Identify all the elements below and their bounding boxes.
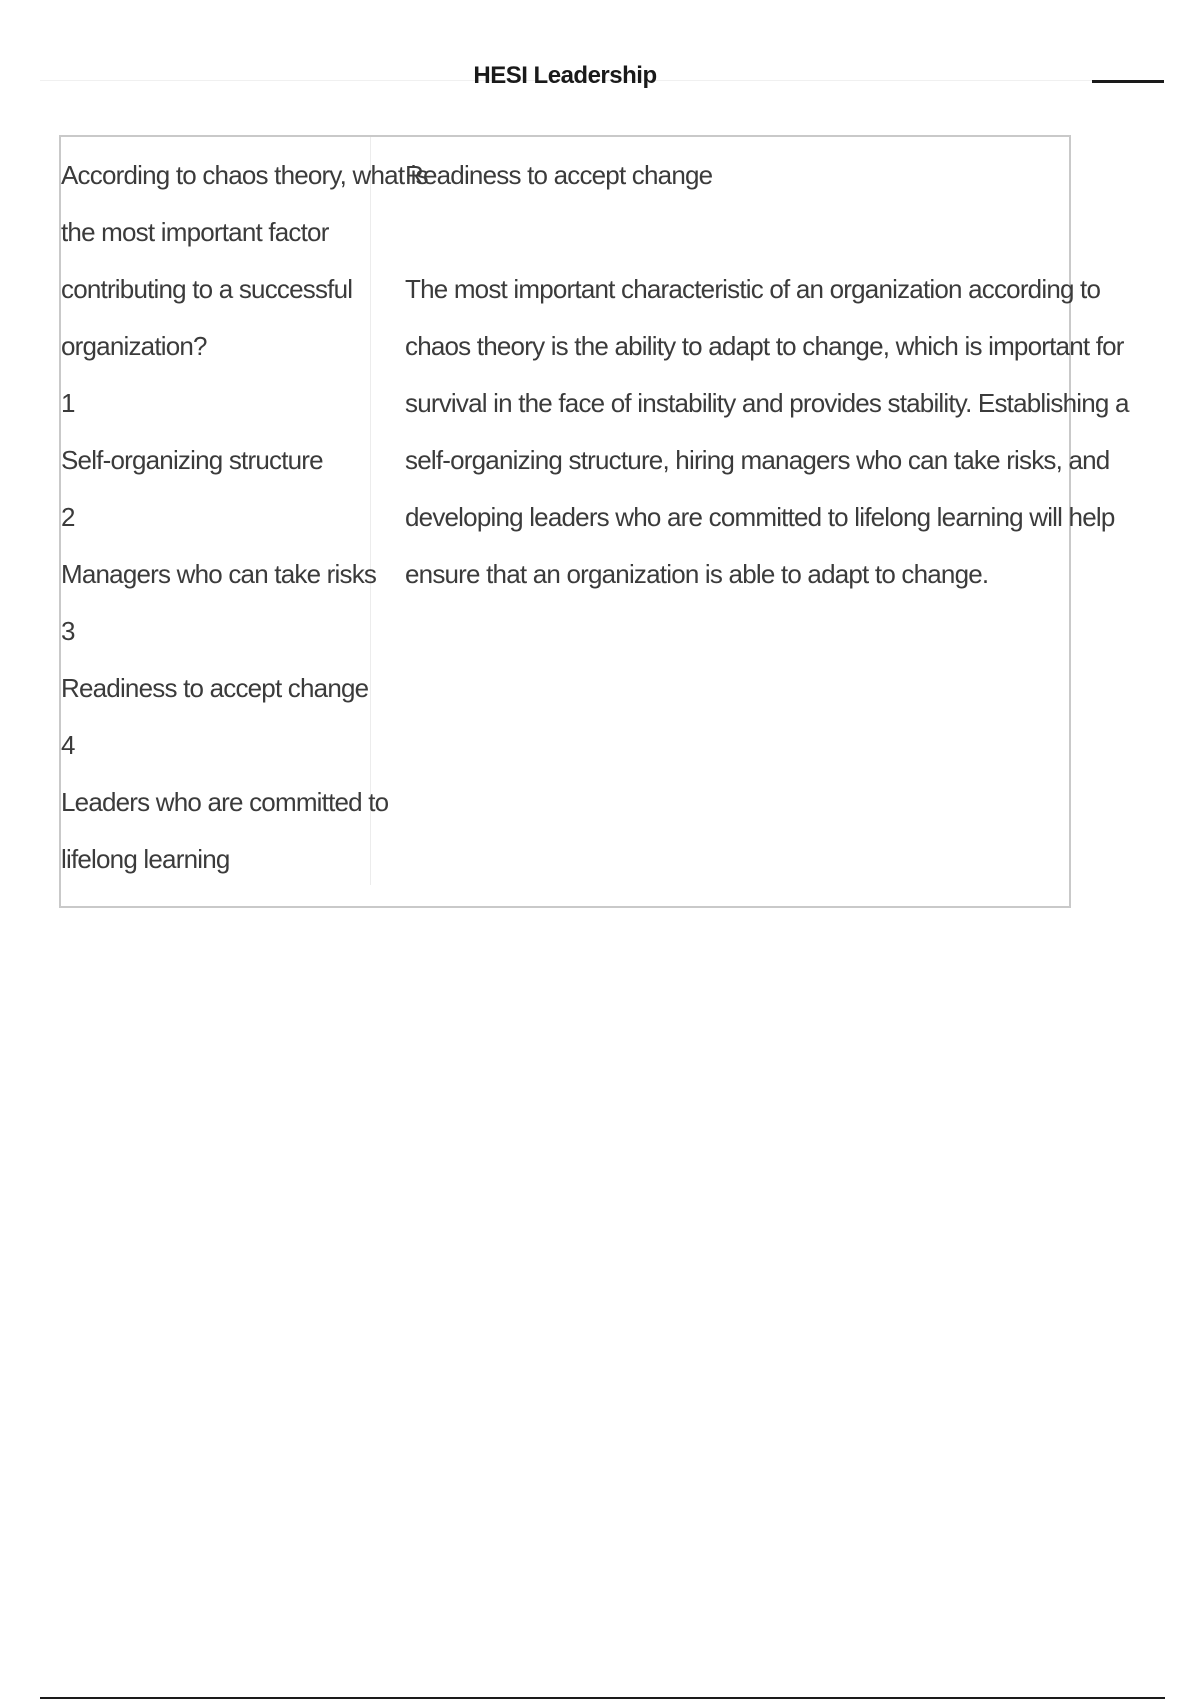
term-line: contributing to a successful [61, 274, 353, 304]
explanation-line: chaos theory is the ability to adapt to change, which is important for [405, 331, 1124, 361]
option-number: 3 [61, 616, 75, 646]
footer-rule [40, 1697, 1165, 1699]
header-accent-rule [1092, 80, 1164, 83]
option-number: 1 [61, 388, 75, 418]
explanation-line: ensure that an organization is able to adapt to change. [405, 559, 989, 589]
option-text: Self-organizing structure [61, 445, 323, 475]
definition-cell [371, 137, 1153, 906]
option-text: lifelong learning [61, 844, 230, 874]
option-text: Managers who can take risks [61, 559, 377, 589]
term-cell [61, 137, 428, 885]
page-header [0, 60, 1200, 100]
explanation-line: The most important characteristic of an organization according to [405, 274, 1101, 304]
term-line: According to chaos theory, what is [61, 160, 428, 190]
option-text: Readiness to accept change [61, 673, 369, 703]
term-line: the most important factor [61, 217, 329, 247]
explanation-line: self-organizing structure, hiring managers who can take risks, and [405, 445, 1110, 475]
option-text: Leaders who are committed to [61, 787, 389, 817]
answer-text: Readiness to accept change [405, 160, 713, 190]
option-number: 4 [61, 730, 75, 760]
option-number: 2 [61, 502, 75, 532]
explanation-line: survival in the face of instability and provides stability. Establishing a [405, 388, 1129, 418]
term-line: organization? [61, 331, 207, 361]
page-title: HESI Leadership [473, 62, 657, 89]
explanation-line: developing leaders who are committed to lifelong learning will help [405, 502, 1115, 532]
flashcard-table [59, 135, 1129, 908]
